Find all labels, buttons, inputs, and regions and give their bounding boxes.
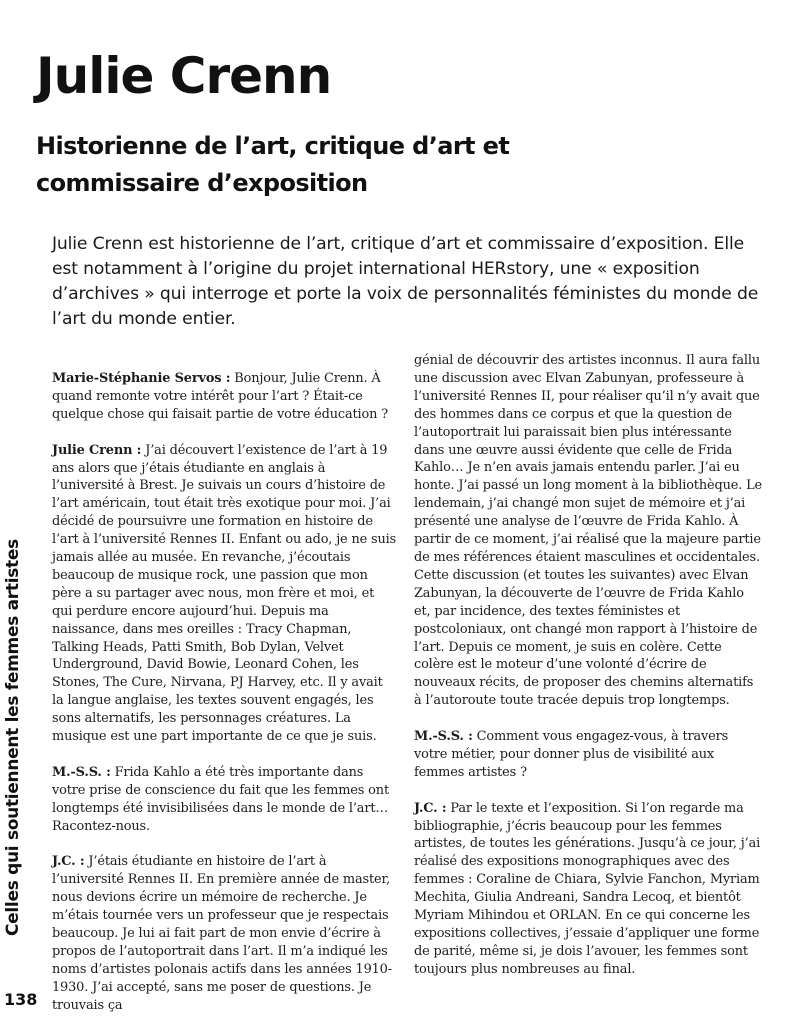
page-number: 138 xyxy=(4,990,38,1009)
speaker-label: J.C. : xyxy=(52,854,85,870)
interview-paragraph xyxy=(52,370,398,424)
interview-paragraph xyxy=(414,800,764,979)
intro-paragraph: Julie Crenn est historienne de l’art, critique d’art et commissaire d’exposition. Elle est notamment à l’origine du projet international HERstory, une « exposition d’archives » qui interroge et porte la voix de personnalités féministes du monde de l’art du monde entier. xyxy=(52,234,759,329)
speaker-label: Marie-Stéphanie Servos : xyxy=(52,371,231,386)
paragraph-text: Par le texte et l’exposition. Si l’on regarde ma bibliographie, j’écris beaucoup pour les femmes artistes, de toutes les générations. Jusqu’à ce jour, j’ai réalisé des expositions monographiques avec des femmes : Coraline de Chiara, Sylvie Fanchon, Myriam Mechita, Giulia Andreani, Sandra Lecoq, et bientôt Myriam Mihindou et ORLAN. En ce qui concerne les expositions collectives, j’essaie d’appliquer une forme de parité, même si, je dois l’avouer, les femmes sont toujours plus nombreuses au final. xyxy=(414,800,761,977)
interview-paragraph xyxy=(52,853,398,1014)
speaker-label: M.-S.S. : xyxy=(52,764,111,780)
speaker-label: Julie Crenn : xyxy=(52,442,142,458)
running-head: Celles qui soutiennent les femmes artistes xyxy=(3,539,23,936)
paragraph-text: J’étais étudiante en histoire de l’art à l’université Rennes II. En première année de master, nous devions écrire un mémoire de recherche. Je m’étais tournée vers un professeur que je respectais beaucoup. Je lui ai fait part de mon envie d’écrire à propos de l’autoportrait dans l’art. Il m’a indiqué les noms d’artistes polonais actifs dans les années 1910-1930. J’ai accepté, sans me poser de questions. Je trouvais ça xyxy=(52,854,392,1013)
page-title: Julie Crenn xyxy=(36,47,332,105)
paragraph-text: génial de découvrir des artistes inconnus. Il aura fallu une discussion avec Elvan Zabunyan, professeure à l’université Rennes II, pour réaliser qu’il n’y avait que des hommes dans ce corpus et que la question de l’autoportrait lui paraissait bien plus intéressante dans une œuvre aussi évidente que celle de Frida Kahlo… Je n’en avais jamais entendu parler. J’ai eu honte. J’ai passé un long moment à la bibliothèque. Le lendemain, j’ai changé mon sujet de mémoire et j’ai présenté une analyse de l’œuvre de Frida Kahlo. À partir de ce moment, j’ai réalisé que la majeure partie de mes références étaient masculines et occidentales. Cette discussion (et toutes les suivantes) avec Elvan Zabunyan, la découverte de l’œuvre de Frida Kahlo et, par incidence, des textes féministes et postcoloniaux, ont changé mon rapport à l’histoire de l’art. Depuis ce moment, je suis en colère. Cette colère est le moteur d’une volonté d’écrire de nouveaux récits, de proposer des chemins alternatifs à l’autoroute toute tracée depuis trop longtemps. xyxy=(414,353,762,709)
paragraph-text: Bonjour, Julie Crenn. À quand remonte votre intérêt pour l’art ? Était-ce quelque chose qui faisait partie de votre éducation ? xyxy=(52,371,388,422)
interview-left-column xyxy=(52,370,398,1032)
interview-paragraph xyxy=(52,764,398,836)
speaker-label: M.-S.S. : xyxy=(414,729,473,745)
page-subtitle: Historienne de l’art, critique d’art et commissaire d’exposition xyxy=(36,132,510,197)
paragraph-text: Frida Kahlo a été très importante dans votre prise de conscience du fait que les femmes ont longtemps été invisibilisées dans le monde de l’art… Racontez-nous. xyxy=(52,764,389,834)
interview-paragraph xyxy=(52,442,398,746)
speaker-label: J.C. : xyxy=(414,800,447,816)
paragraph-text: J’ai découvert l’existence de l’art à 19 ans alors que j’étais étudiante en anglais à l’université à Brest. Je suivais un cours d’histoire de l’art américain, tout était très exotique pour moi. J’ai décidé de poursuivre une formation en histoire de l’art à l’université Rennes II. Enfant ou ado, je ne suis jamais allée au musée. En revanche, j’écoutais beaucoup de musique rock, une passion que mon père a su partager avec nous, mon frère et moi, et qui perdure encore aujourd’hui. Depuis ma naissance, dans mes oreilles : Tracy Chapman, Talking Heads, Patti Smith, Bob Dylan, Velvet Underground, David Bowie, Leonard Cohen, les Stones, The Cure, Nirvana, PJ Harvey, etc. Il y avait la langue anglaise, les textes souvent engagés, les sons alternatifs, les personnages créatures. La musique est une part importante de ce que je suis. xyxy=(52,442,397,745)
paragraph-text: Comment vous engagez-vous, à travers votre métier, pour donner plus de visibilité aux femmes artistes ? xyxy=(414,729,729,780)
interview-right-column xyxy=(414,352,764,997)
interview-paragraph xyxy=(414,352,764,710)
interview-paragraph xyxy=(414,728,764,782)
